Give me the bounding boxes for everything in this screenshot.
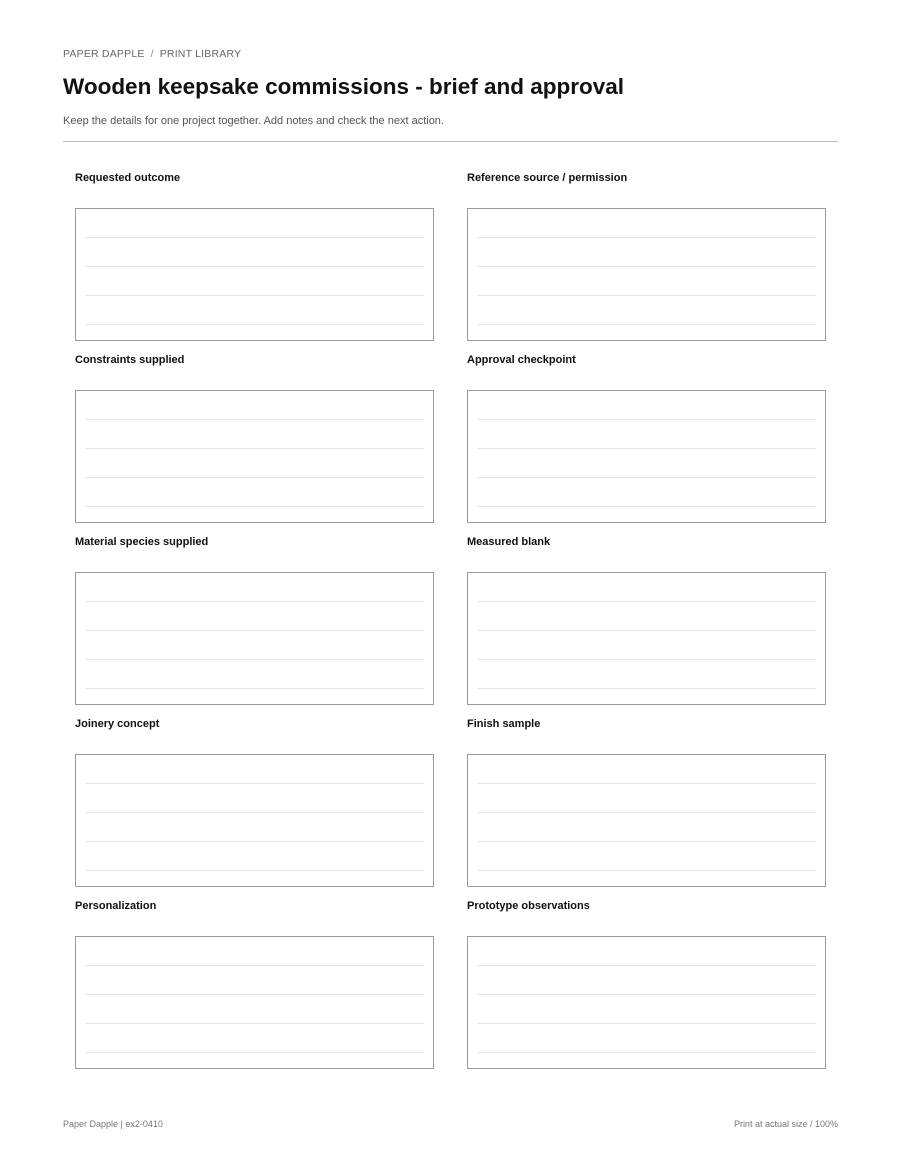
- writing-line: [477, 630, 816, 631]
- notes-box[interactable]: [75, 208, 434, 341]
- writing-line: [477, 295, 816, 296]
- writing-line: [85, 324, 424, 325]
- writing-line: [85, 870, 424, 871]
- writing-line: [85, 1023, 424, 1024]
- section-constraints-supplied: [75, 354, 434, 514]
- breadcrumb: [63, 48, 241, 60]
- section-finish-sample: [467, 718, 826, 878]
- section-joinery-concept: [75, 718, 434, 878]
- breadcrumb-separator: /: [150, 48, 154, 60]
- writing-line: [85, 688, 424, 689]
- footer-document-id: Paper Dapple | ex2-0410: [63, 1119, 163, 1129]
- writing-line: [85, 295, 424, 296]
- writing-line: [477, 237, 816, 238]
- section-label: Finish sample: [467, 718, 541, 730]
- section-label: Prototype observations: [467, 900, 590, 912]
- writing-line: [85, 812, 424, 813]
- writing-line: [85, 630, 424, 631]
- writing-line: [85, 477, 424, 478]
- notes-box[interactable]: [467, 208, 826, 341]
- writing-line: [477, 419, 816, 420]
- page-title: Wooden keepsake commissions - brief and approval: [63, 74, 624, 99]
- writing-line: [477, 688, 816, 689]
- writing-line: [85, 994, 424, 995]
- writing-line: [477, 870, 816, 871]
- writing-line: [85, 965, 424, 966]
- notes-box[interactable]: [467, 572, 826, 705]
- writing-line: [477, 812, 816, 813]
- page-subtitle: Keep the details for one project together. Add notes and check the next action.: [63, 115, 444, 127]
- writing-line: [477, 601, 816, 602]
- writing-line: [477, 965, 816, 966]
- writing-line: [85, 601, 424, 602]
- notes-box[interactable]: [467, 936, 826, 1069]
- writing-line: [85, 266, 424, 267]
- writing-line: [85, 237, 424, 238]
- notes-grid: [75, 172, 826, 1060]
- notes-box[interactable]: [75, 390, 434, 523]
- writing-line: [85, 841, 424, 842]
- section-label: Requested outcome: [75, 172, 181, 184]
- writing-line: [477, 506, 816, 507]
- notes-box[interactable]: [467, 754, 826, 887]
- section-label: Measured blank: [467, 536, 551, 548]
- breadcrumb-section[interactable]: PRINT LIBRARY: [159, 48, 242, 60]
- section-label: Joinery concept: [75, 718, 160, 730]
- section-label: Reference source / permission: [467, 172, 628, 184]
- writing-line: [85, 783, 424, 784]
- writing-line: [85, 659, 424, 660]
- worksheet-page: [63, 0, 838, 1165]
- writing-line: [85, 419, 424, 420]
- notes-box[interactable]: [75, 936, 434, 1069]
- writing-line: [477, 994, 816, 995]
- writing-line: [85, 448, 424, 449]
- writing-line: [477, 266, 816, 267]
- writing-line: [477, 841, 816, 842]
- writing-line: [477, 783, 816, 784]
- notes-box[interactable]: [75, 572, 434, 705]
- writing-line: [477, 659, 816, 660]
- section-label: Constraints supplied: [75, 354, 185, 366]
- section-prototype-observations: [467, 900, 826, 1060]
- section-label: Personalization: [75, 900, 157, 912]
- notes-box[interactable]: [75, 754, 434, 887]
- section-label: Approval checkpoint: [467, 354, 576, 366]
- section-label: Material species supplied: [75, 536, 209, 548]
- section-requested-outcome: [75, 172, 434, 332]
- writing-line: [477, 324, 816, 325]
- section-personalization: [75, 900, 434, 1060]
- breadcrumb-brand[interactable]: PAPER DAPPLE: [63, 48, 145, 60]
- writing-line: [477, 448, 816, 449]
- notes-box[interactable]: [467, 390, 826, 523]
- writing-line: [85, 506, 424, 507]
- writing-line: [477, 477, 816, 478]
- footer-print-note: Print at actual size / 100%: [733, 1119, 838, 1129]
- section-approval-checkpoint: [467, 354, 826, 514]
- header-divider: [63, 141, 838, 142]
- section-reference-source-permission: [467, 172, 826, 332]
- writing-line: [477, 1052, 816, 1053]
- section-measured-blank: [467, 536, 826, 696]
- writing-line: [477, 1023, 816, 1024]
- writing-line: [85, 1052, 424, 1053]
- section-material-species-supplied: [75, 536, 434, 696]
